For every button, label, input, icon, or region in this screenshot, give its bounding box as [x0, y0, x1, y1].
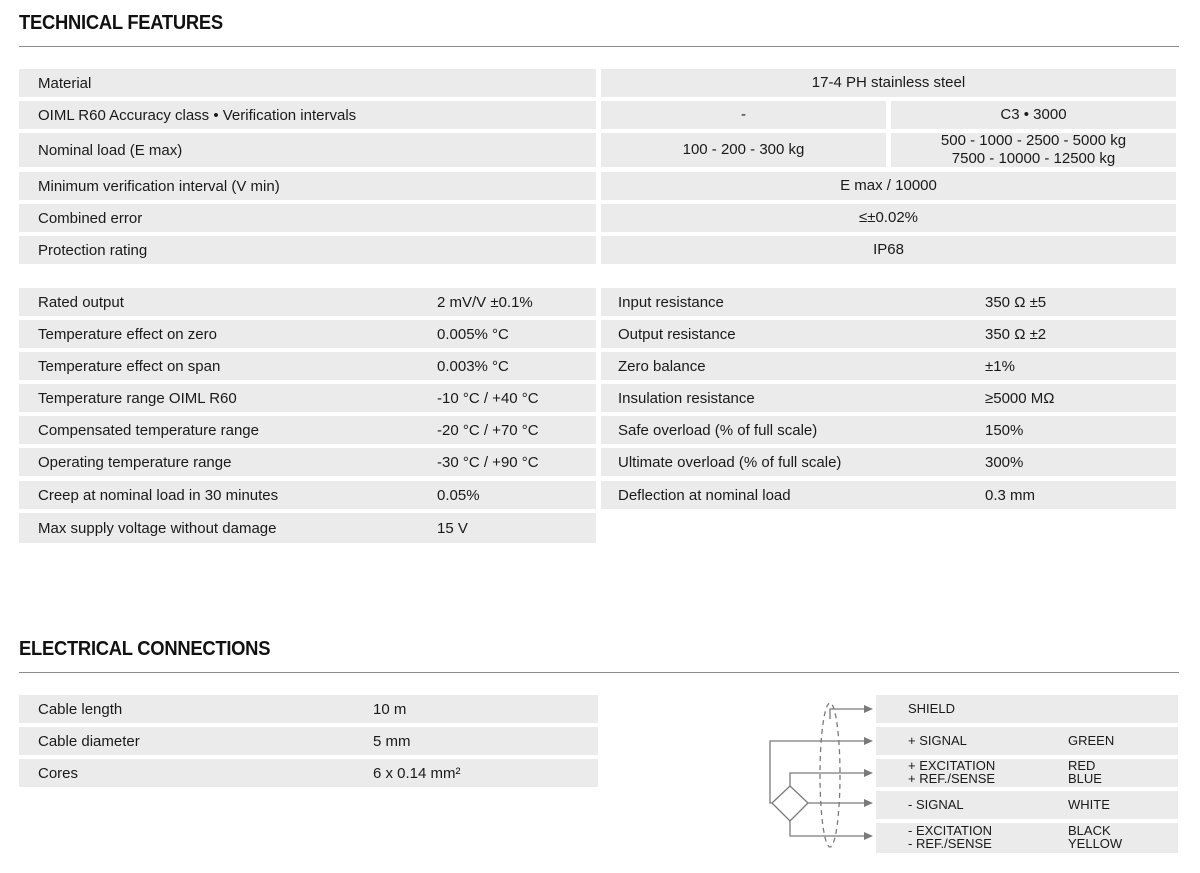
wire-signal: + REF./SENSE — [908, 771, 996, 786]
general-label-combined-error: Combined error — [19, 204, 596, 232]
wire-signal: SHIELD — [908, 701, 955, 716]
wiring-row-minus-signal — [876, 791, 1178, 819]
spec-row — [601, 352, 1176, 380]
spec-row — [19, 513, 596, 543]
section-divider — [19, 46, 1179, 47]
general-label-accuracy: OIML R60 Accuracy class • Verification intervals — [19, 101, 596, 129]
general-value-combined-error: ≤±0.02% — [601, 204, 1176, 232]
arrow-head — [864, 832, 873, 840]
spec-label: Compensated temperature range — [38, 421, 259, 439]
plus-signal-wire — [770, 741, 868, 803]
spec-value: -10 °C / +40 °C — [437, 389, 539, 407]
wire-color: WHITE — [1068, 797, 1110, 812]
spec-value: 350 Ω ±2 — [985, 325, 1047, 343]
spec-label: Zero balance — [618, 357, 706, 375]
spec-row — [19, 320, 596, 348]
electrical-connections-heading: ELECTRICAL CONNECTIONS — [19, 638, 271, 660]
arrow-head — [864, 705, 873, 713]
spec-value: 350 Ω ±5 — [985, 293, 1047, 311]
general-value-accuracy-b: C3 • 3000 — [891, 101, 1176, 129]
spec-value: 15 V — [437, 519, 468, 537]
bridge-circuit — [772, 786, 808, 821]
general-label-nominal-load: Nominal load (E max) — [19, 133, 596, 167]
spec-label: Max supply voltage without damage — [38, 519, 277, 537]
cable-row — [19, 727, 598, 755]
general-value-protection: IP68 — [601, 236, 1176, 264]
spec-row — [19, 416, 596, 444]
spec-row — [601, 481, 1176, 509]
spec-value: 0.3 mm — [985, 486, 1036, 504]
cable-value: 10 m — [373, 700, 407, 718]
spec-row — [601, 448, 1176, 476]
wiring-diagram — [760, 695, 880, 855]
spec-label: Creep at nominal load in 30 minutes — [38, 486, 279, 504]
spec-label: Rated output — [38, 293, 124, 311]
spec-value: 0.005% °C — [437, 325, 509, 343]
spec-value: -30 °C / +90 °C — [437, 453, 539, 471]
spec-row — [19, 481, 596, 509]
spec-label: Safe overload (% of full scale) — [618, 421, 818, 439]
spec-label: Operating temperature range — [38, 453, 232, 471]
general-value-nominal-load-a: 100 - 200 - 300 kg — [601, 133, 886, 167]
spec-row — [19, 448, 596, 476]
spec-label: Input resistance — [618, 293, 724, 311]
wiring-row-plus-excitation — [876, 759, 1178, 787]
nominal-load-line-2: 7500 - 10000 - 12500 kg — [951, 150, 1116, 167]
cable-label: Cores — [38, 764, 79, 782]
spec-label: Temperature effect on span — [38, 357, 221, 375]
plus-excitation-wire — [790, 773, 868, 786]
spec-row — [19, 384, 596, 412]
wire-color: YELLOW — [1068, 836, 1123, 851]
general-value-accuracy-a: - — [601, 101, 886, 129]
cable-value: 5 mm — [373, 732, 411, 750]
spec-row — [601, 320, 1176, 348]
spec-label: Ultimate overload (% of full scale) — [618, 453, 842, 471]
spec-row — [601, 288, 1176, 316]
wire-signal: - SIGNAL — [908, 797, 964, 812]
general-label-protection: Protection rating — [19, 236, 596, 264]
spec-row — [19, 352, 596, 380]
wire-color: RED — [1068, 758, 1096, 773]
spec-value: 150% — [985, 421, 1024, 439]
spec-label: Output resistance — [618, 325, 736, 343]
cable-value: 6 x 0.14 mm² — [373, 764, 461, 782]
minus-excitation-wire — [790, 821, 868, 836]
cable-row — [19, 695, 598, 723]
spec-value: 300% — [985, 453, 1024, 471]
spec-label: Deflection at nominal load — [618, 486, 791, 504]
wire-signal: + EXCITATION — [908, 758, 996, 773]
arrow-head — [864, 769, 873, 777]
wire-color: BLUE — [1068, 771, 1102, 786]
cable-shield-ellipse — [820, 703, 840, 847]
general-value-vmin: E max / 10000 — [601, 172, 1176, 200]
wiring-row-plus-signal — [876, 727, 1178, 755]
general-value-nominal-load-b — [891, 133, 1176, 167]
spec-value: 0.05% — [437, 486, 480, 504]
general-label-vmin: Minimum verification interval (V min) — [19, 172, 596, 200]
wire-color: GREEN — [1068, 733, 1115, 748]
spec-value: ±1% — [985, 357, 1015, 375]
general-label-material: Material — [19, 69, 596, 97]
spec-value: -20 °C / +70 °C — [437, 421, 539, 439]
spec-label: Temperature effect on zero — [38, 325, 217, 343]
cable-label: Cable diameter — [38, 732, 140, 750]
cable-row — [19, 759, 598, 787]
spec-value: 2 mV/V ±0.1% — [437, 293, 533, 311]
spec-value: ≥5000 MΩ — [985, 389, 1055, 407]
spec-row — [19, 288, 596, 316]
nominal-load-line-1: 500 - 1000 - 2500 - 5000 kg — [940, 132, 1127, 149]
arrow-head — [864, 799, 873, 807]
wire-signal: + SIGNAL — [908, 733, 967, 748]
general-value-material: 17-4 PH stainless steel — [601, 69, 1176, 97]
wire-color: BLACK — [1068, 823, 1111, 838]
spec-row — [601, 384, 1176, 412]
wiring-row-minus-excitation — [876, 823, 1178, 853]
spec-label: Temperature range OIML R60 — [38, 389, 237, 407]
cable-label: Cable length — [38, 700, 123, 718]
arrow-head — [864, 737, 873, 745]
wire-signal: - REF./SENSE — [908, 836, 992, 851]
technical-features-heading: TECHNICAL FEATURES — [19, 12, 223, 34]
section-divider — [19, 672, 1179, 673]
wire-signal: - EXCITATION — [908, 823, 993, 838]
spec-row — [601, 416, 1176, 444]
wiring-row-shield — [876, 695, 1178, 723]
spec-label: Insulation resistance — [618, 389, 755, 407]
spec-value: 0.003% °C — [437, 357, 509, 375]
